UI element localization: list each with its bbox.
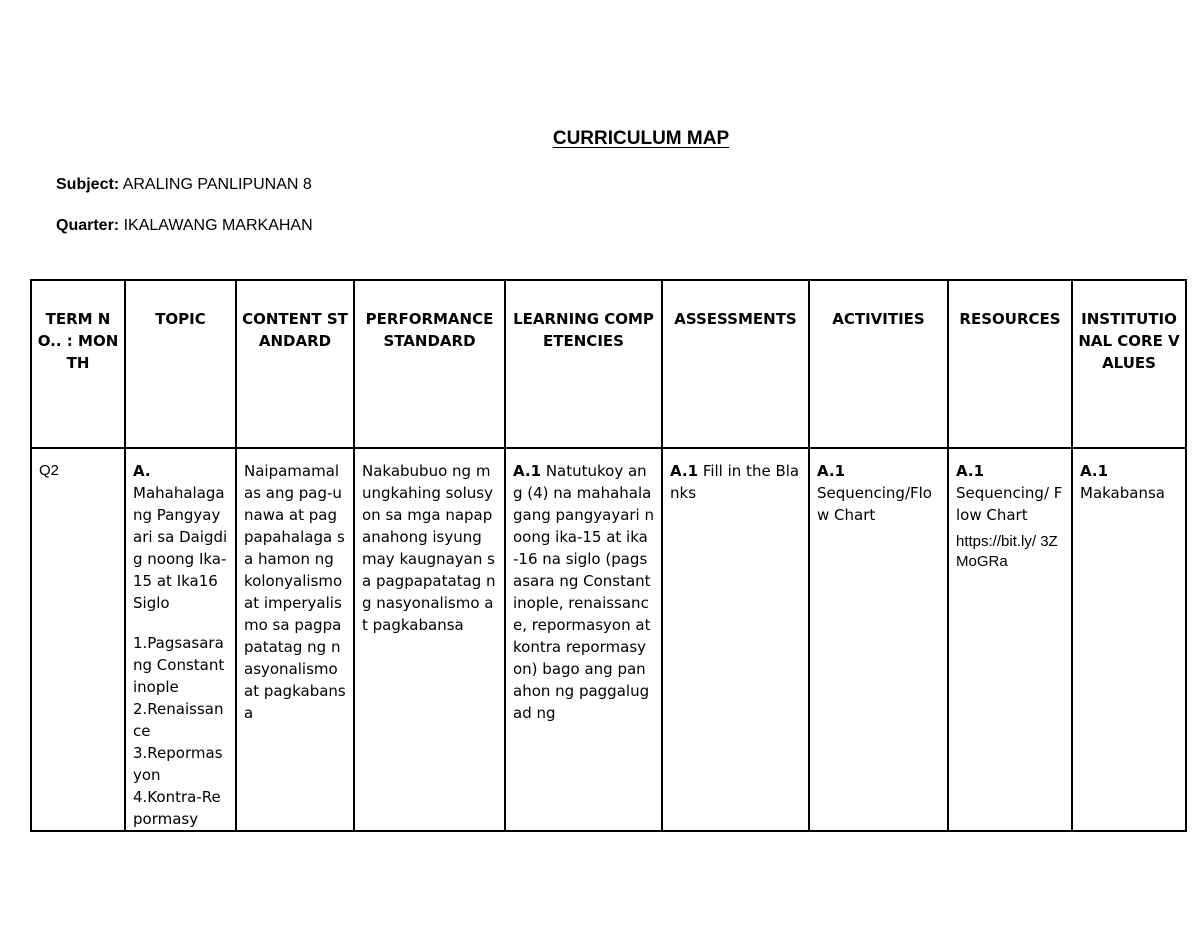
subject-value: ARALING PANLIPUNAN 8 xyxy=(122,176,312,193)
resource-link[interactable]: https://bit.ly/ 3ZMoGRa xyxy=(956,533,1058,570)
curriculum-table xyxy=(30,279,1187,832)
page-title: CURRICULUM MAP xyxy=(552,128,730,149)
topic-item: 2.Renaissance xyxy=(133,700,224,740)
subject-line xyxy=(56,176,312,194)
cell-term: Q2 xyxy=(31,448,125,831)
table-row xyxy=(31,448,1186,831)
header-assessments: ASSESSMENTS xyxy=(662,280,809,448)
core-value-text: Makabansa xyxy=(1080,484,1165,502)
cell-assessment xyxy=(662,448,809,831)
competency-code: A.1 xyxy=(513,462,542,480)
cell-content-standard: Naipamamalas ang pag-unawa at pagpapahalaga sa hamon ng kolonyalismo at imperyalismo sa pagpapatatag ng nasyonalismo at pagkabansa xyxy=(236,448,354,831)
resource-code: A.1 xyxy=(956,462,985,480)
topic-item: 3.Repormasyon xyxy=(133,744,223,784)
topic-code: A. xyxy=(133,462,151,480)
subject-label: Subject: xyxy=(56,176,120,193)
topic-item: 4.Kontra-Repormasy xyxy=(133,788,221,828)
cell-performance-standard: Nakabubuo ng mungkahing solusyon sa mga napapanahong isyung may kaugnayan sa pagpapatatag ng nasyonalismo at pagkabansa xyxy=(354,448,505,831)
cell-topic xyxy=(125,448,236,831)
topic-title: Mahahalagang Pangyayari sa Daigdig noong Ika-15 at Ika16 Siglo xyxy=(133,484,228,612)
topic-item: 1.Pagsasara ng Constantinople xyxy=(133,634,225,696)
quarter-value: IKALAWANG MARKAHAN xyxy=(123,217,313,234)
header-resources: RESOURCES xyxy=(948,280,1072,448)
header-content-standard: CONTENT STANDARD xyxy=(236,280,354,448)
cell-core-value xyxy=(1072,448,1186,831)
header-core-values: INSTITUTIONAL CORE VALUES xyxy=(1072,280,1186,448)
core-value-code: A.1 xyxy=(1080,462,1109,480)
quarter-line xyxy=(56,217,313,235)
quarter-label: Quarter: xyxy=(56,217,120,234)
header-performance-standard: PERFORMANCE STANDARD xyxy=(354,280,505,448)
header-learning-competencies: LEARNING COMPETENCIES xyxy=(505,280,662,448)
cell-resource xyxy=(948,448,1072,831)
resource-text: Sequencing/ Flow Chart xyxy=(956,484,1063,524)
cell-activity xyxy=(809,448,948,831)
header-term: TERM NO.. : MONTH xyxy=(31,280,125,448)
table-header-row xyxy=(31,280,1186,448)
activity-code: A.1 xyxy=(817,462,846,480)
assessment-text: Fill in the Blanks xyxy=(670,462,800,502)
cell-learning-competency xyxy=(505,448,662,831)
assessment-code: A.1 xyxy=(670,462,699,480)
header-topic: TOPIC xyxy=(125,280,236,448)
activity-text: Sequencing/Flow Chart xyxy=(817,484,932,524)
competency-text: Natutukoy ang (4) na mahahalagang pangyayari noong ika-15 at ika -16 na siglo (pagsasara ng Constantinople, renaissance, repormasyon at kontra repormasyon) bago ang panahon ng paggalugad ng xyxy=(513,462,654,722)
header-activities: ACTIVITIES xyxy=(809,280,948,448)
